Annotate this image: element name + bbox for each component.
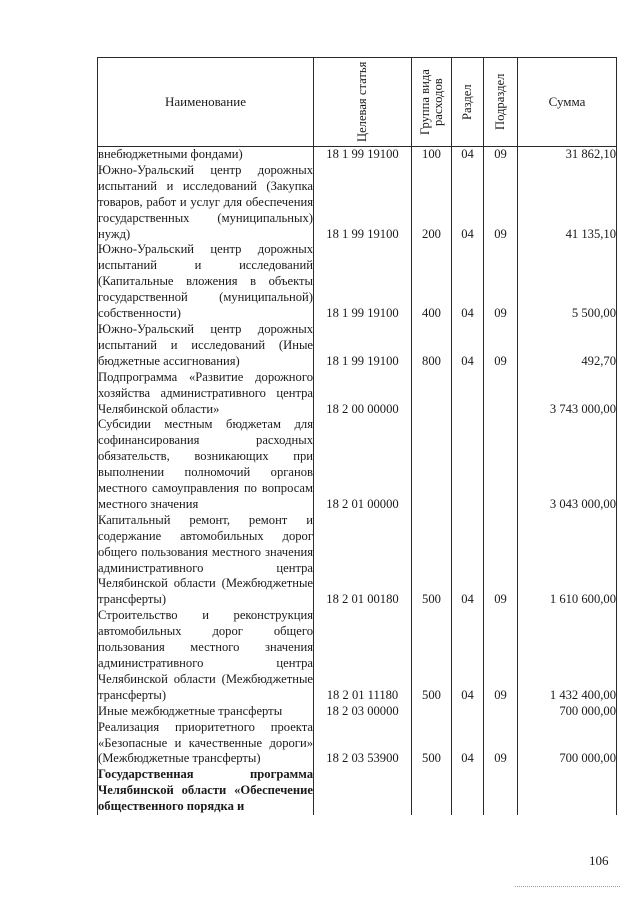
row-name: Субсидии местным бюджетам для софинансирования расходных обязательств, возникающих при выполнении полномочий органов местного самоуправления по вопросам местного значения <box>98 417 313 511</box>
table-row <box>98 147 617 163</box>
footer-rule <box>515 886 620 887</box>
row-name: Реализация приоритетного проекта «Безопасные и качественные дороги» (Межбюджетные трансферты) <box>98 719 313 766</box>
row-expense-group <box>412 767 452 815</box>
row-section <box>452 417 484 512</box>
row-section <box>452 704 484 720</box>
row-subsection: 09 <box>484 608 518 703</box>
row-section: 04 <box>452 322 484 370</box>
row-expense-group: 200 <box>412 163 452 243</box>
row-name <box>98 767 314 815</box>
program-title: Государственная программа Челябинской области «Обеспечение общественного порядка и <box>98 767 313 814</box>
row-target-article: 18 2 03 00000 <box>314 704 412 720</box>
row-expense-group: 100 <box>412 147 452 163</box>
row-subsection <box>484 370 518 418</box>
row-sum <box>518 767 617 815</box>
row-sum: 1 610 600,00 <box>518 513 617 608</box>
header-target-article-cell <box>314 58 412 147</box>
row-subsection: 09 <box>484 147 518 163</box>
row-name: Южно-Уральский центр дорожных испытаний и исследований (Закупка товаров, работ и услуг для обеспечения государственных (муниципальных) нужд) <box>98 162 313 241</box>
row-name: Строительство и реконструкция автомобильных дорог общего пользования местного значения административного центра Челябинской области (Межбюджетные трансферты) <box>98 608 313 702</box>
table-row <box>98 704 617 720</box>
row-section <box>452 370 484 418</box>
row-subsection: 09 <box>484 720 518 768</box>
table-row <box>98 322 617 370</box>
header-section-cell <box>452 58 484 147</box>
row-name: Капитальный ремонт, ремонт и содержание автомобильных дорог общего пользования местного значения административного центра Челябинской области (Межбюджетные трансферты) <box>98 512 313 607</box>
row-sum: 3 043 000,00 <box>518 417 617 512</box>
row-name: Южно-Уральский центр дорожных испытаний и исследований (Капитальные вложения в объекты государственной (муниципальной) собственности) <box>98 242 313 321</box>
row-target-article: 18 1 99 19100 <box>314 147 412 163</box>
row-target-article: 18 2 00 00000 <box>314 370 412 418</box>
row-sum: 41 135,10 <box>518 163 617 243</box>
header-expense-group: Группа вида расходов <box>417 69 445 135</box>
row-target-article: 18 2 01 11180 <box>314 608 412 703</box>
row-subsection: 09 <box>484 163 518 243</box>
table-row <box>98 163 617 243</box>
header-subsection-cell <box>484 58 518 147</box>
row-name: Южно-Уральский центр дорожных испытаний и исследований (Иные бюджетные ассигнования) <box>98 321 313 368</box>
header-subsection: Подраздел <box>493 73 507 131</box>
row-expense-group: 500 <box>412 608 452 703</box>
header-target-article: Целевая статья <box>355 61 369 143</box>
row-sum: 700 000,00 <box>518 720 617 768</box>
row-sum: 492,70 <box>518 322 617 370</box>
row-target-article: 18 2 01 00180 <box>314 513 412 608</box>
page-number: 106 <box>589 853 609 868</box>
table-row <box>98 370 617 418</box>
header-expense-group-cell <box>412 58 452 147</box>
table-row <box>98 513 617 608</box>
row-name: Подпрограмма «Развитие дорожного хозяйства административного центра Челябинской области» <box>98 369 313 416</box>
row-subsection <box>484 767 518 815</box>
table-row <box>98 720 617 768</box>
header-name: Наименование <box>98 58 314 147</box>
row-expense-group: 800 <box>412 322 452 370</box>
row-name: внебюджетными фондами) <box>98 147 314 163</box>
row-subsection: 09 <box>484 322 518 370</box>
table-row <box>98 242 617 322</box>
row-expense-group: 400 <box>412 242 452 322</box>
row-expense-group <box>412 370 452 418</box>
row-sum: 1 432 400,00 <box>518 608 617 703</box>
row-section: 04 <box>452 513 484 608</box>
row-name: Иные межбюджетные трансферты <box>98 704 314 720</box>
row-section: 04 <box>452 608 484 703</box>
row-section <box>452 767 484 815</box>
row-sum: 31 862,10 <box>518 147 617 163</box>
table-row <box>98 608 617 703</box>
row-subsection <box>484 417 518 512</box>
row-target-article: 18 1 99 19100 <box>314 242 412 322</box>
row-expense-group <box>412 417 452 512</box>
row-subsection: 09 <box>484 242 518 322</box>
header-sum: Сумма <box>518 58 617 147</box>
table-header-row <box>98 58 617 147</box>
row-expense-group: 500 <box>412 720 452 768</box>
row-subsection <box>484 704 518 720</box>
table-row <box>98 767 617 815</box>
row-sum: 700 000,00 <box>518 704 617 720</box>
row-section: 04 <box>452 147 484 163</box>
row-target-article: 18 2 03 53900 <box>314 720 412 768</box>
row-subsection: 09 <box>484 513 518 608</box>
header-section: Раздел <box>460 84 474 120</box>
row-section: 04 <box>452 242 484 322</box>
row-target-article: 18 1 99 19100 <box>314 322 412 370</box>
row-expense-group <box>412 704 452 720</box>
row-sum: 5 500,00 <box>518 242 617 322</box>
row-section: 04 <box>452 720 484 768</box>
budget-table <box>97 57 617 815</box>
row-target-article <box>314 767 412 815</box>
row-target-article: 18 2 01 00000 <box>314 417 412 512</box>
row-target-article: 18 1 99 19100 <box>314 163 412 243</box>
row-sum: 3 743 000,00 <box>518 370 617 418</box>
row-expense-group: 500 <box>412 513 452 608</box>
table-row <box>98 417 617 512</box>
row-section: 04 <box>452 163 484 243</box>
